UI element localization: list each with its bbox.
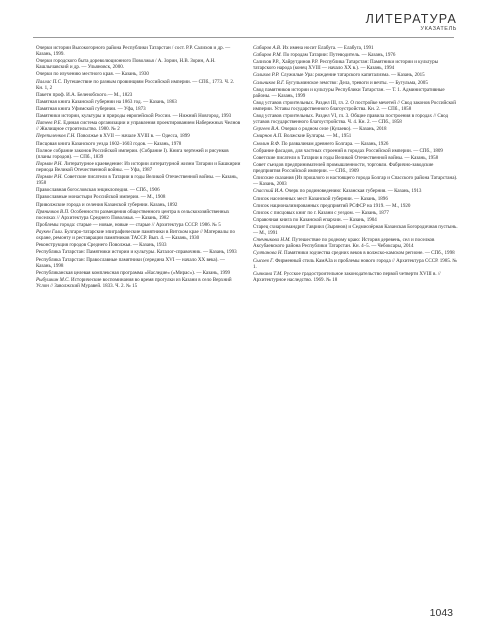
entry-author: Пряничков В.П.: [36, 208, 70, 215]
bibliography-entry: [253, 113, 458, 125]
entry-text: Литературное краеведение: Из истории литературной жизни Татарии и Башкирии периода Великой Отечественной войны. — Уфа, 1987: [36, 160, 241, 173]
bibliography-entry: [36, 106, 241, 112]
entry-text: Памятники зодчества средних веков в волжско-камском регионе. — СПб., 1998: [284, 250, 455, 257]
bibliography-entry: [36, 229, 241, 241]
entry-text: Советские писатели в Татарии в годы Великой Отечественной войны. — Казань, 1958: [253, 154, 439, 161]
entry-text: Реконструкция городов Среднего Поволжья. — Казань, 1933: [36, 242, 167, 249]
entry-text: Исторические воспоминания во время прогулки из Казани в село Верхний Услон // Заволжский Муравей. 1833. Ч. 2. № 15: [36, 276, 232, 289]
entry-text: Полное собрание законов Российской империи. (Собрание I). Книга чертежей и рисунков (планы городов). — СПб., 1839: [36, 147, 229, 160]
entry-text: По развалинам древнего Болгара. — Казань, 1926: [281, 140, 389, 147]
entry-text: Салихов Р.Р., Хайрутдинов Р.Р. Республика Татарстан: Памятники истории и культуры татарского народа (конец XVIII — начало XX в.). — Казань, 1994: [253, 59, 439, 72]
bibliography-entry: [253, 237, 458, 249]
bibliography-entry: [36, 92, 241, 98]
bibliography-entry: [253, 80, 458, 86]
entry-author: Сысоев Г.: [253, 257, 274, 264]
entry-text: Булгаро-татарские эпиграфические памятники в Витском крае // Материалы по охране, ремонту и реставрации памятников ТАССР. Вып. 4. — Казань, 1930: [36, 229, 235, 242]
bibliography-entry: [36, 161, 241, 173]
entry-text: Бугульминское земство: Дела, тревоги и вечты. — Бугульма, 2005: [285, 79, 428, 86]
entry-text: Список населенных мест Казанской губернии. — Казань, 1896: [253, 195, 388, 202]
entry-text: Список национализированных предприятий РСФСР на 1919. — М., 1920: [253, 202, 411, 209]
entry-text: Очерки по изучению местного края. — Казань, 1930: [36, 71, 149, 78]
entry-text: Путешествие по родному краю: История деревень, сел и поселков Аксубаевского района Республики Татарстан. Кн. 4–5. — Чебоксары, 2014: [253, 237, 435, 250]
entry-text: Их имена носит Елабуга. — Елабуга, 1991: [282, 45, 374, 51]
entry-text: Православная богословская энциклопедия. — СПб., 1906: [36, 187, 160, 194]
entry-text: Путешествие по разным провинциям Российской империи. — СПб., 1773. Ч. 2. Кн. 1, 2: [36, 78, 235, 91]
entry-author: Порман Р.Н.: [36, 160, 63, 167]
entry-author: Смолин В.Ф.: [253, 140, 281, 147]
entry-text: Памятники истории, культуры и природы европейской России. — Нижний Новгород, 1993: [36, 113, 232, 120]
entry-text: Приволжские города и селения Казанской губернии. Казань, 1892: [36, 201, 178, 208]
bibliography-entry: [36, 148, 241, 160]
bibliography-entry: [253, 250, 458, 256]
entry-author: Рыбушкин М.С.: [36, 276, 70, 283]
entry-text: Очерки истории Высокогорного района Республики Татарстан / сост. Р.Р. Салихов и др. — Казань, 1999.: [36, 45, 231, 58]
entry-text: Список с писцовых книг по г. Казани с уездом. — Казань, 1877: [253, 209, 389, 216]
entry-text: Свод уставов строительных. Раздел VI, гл. 3. Общие правила построения в городах // Свод уставов государственного благоустройства. Ч. 4. Кн. 2. — СПб., 1858: [253, 113, 449, 126]
entry-text: Свод памятников истории и культуры Республики Татарстан. — Т. 1. Административные районы. — Казань, 1999: [253, 86, 445, 99]
bibliography-entry: [253, 188, 458, 194]
bibliography-entry: [36, 194, 241, 200]
entry-author: Салихов Р.Р.: [253, 72, 280, 79]
entry-author: Султанова Н.: [253, 250, 283, 257]
bibliography-entry: [36, 99, 241, 105]
bibliography-entry: [253, 175, 458, 187]
bibliography-entry: [253, 196, 458, 202]
entry-text: Очерк по родиноведению: Казанская губерния. — Казань, 1913: [285, 188, 422, 195]
entry-author: Спасский И.А.: [253, 188, 284, 195]
bibliography-entry: [36, 187, 241, 193]
bibliography-entry: [36, 120, 241, 132]
entry-text: Особенности размещения общественного центра в сельскохозяйственных поселках // Архитектура Среднего Поволжья. — Казань, 1982: [36, 208, 230, 221]
entry-text: Списские сказания (Из прошлого и настоящего города Болгар и Спасского района Татарстана). — Казань, 2003: [253, 175, 458, 188]
bibliography-entry: [253, 217, 458, 223]
bibliography-entry: [253, 271, 458, 283]
entry-author: Порман Р.Н.: [36, 174, 63, 181]
entry-text: Советские писатели в Татарии в годы Великой Отечественной войны. — Казань, 1958: [36, 174, 238, 187]
bibliography-entry: [253, 52, 458, 58]
bibliography-entry: [36, 257, 241, 269]
entry-text: Волжские Булгары. — М., 1951: [283, 133, 352, 140]
entry-text: Писцовая книга Казанского уезда 1602–1603 годов. — Казань, 1978: [36, 140, 182, 147]
entry-text: Фирменный стиль КамАЗа и проблемы нового города // Архитектура СССР. 1985. № 1.: [253, 257, 458, 270]
entry-author: Паллас П.С.: [36, 78, 63, 85]
entry-text: Проблемы города: старые — новые, новые — старые // Архитектура СССР. 1986. № 5: [36, 221, 221, 228]
entry-author: Сергеев В.А.: [253, 126, 280, 133]
entry-author: Раукен Гали.: [36, 229, 64, 236]
bibliography-entry: [253, 210, 458, 216]
bibliography-entry: [253, 148, 458, 154]
entry-text: Республиканская целевая комплексная программа «Наследие» («Мирас»). — Казань, 1999: [36, 269, 231, 276]
entry-author: Стечникова Н.М.: [253, 237, 291, 244]
bibliography-entry: [253, 87, 458, 99]
entry-author: Сальников В.Г.: [253, 79, 285, 86]
bibliography-entry: [36, 249, 241, 255]
header-subtitle: УКАЗАТЕЛЬ: [420, 26, 457, 32]
bibliography-entry: [36, 141, 241, 147]
entry-text: Единая система организации и управления проектированием Набережных Челнов // Жилищное строительство. 1980. № 2: [36, 120, 241, 133]
entry-text: Старец схиархимандрит Гавриил (Зырянов) и Седмиозёрная Казанская Богородичная пустынь. — М., 1991: [253, 224, 458, 237]
entry-text: Очерки городского быта дореволюционного Поволжья / А. Зорин, Н.В. Зорин, А.Н. Кашлычавский и др. — Ульяновск, 2000.: [36, 58, 216, 71]
entry-text: Памятная книга Казанской губернии на 1863 год. — Казань, 1863: [36, 98, 177, 105]
bibliography-entry: [253, 126, 458, 132]
header-rule: [33, 37, 454, 38]
bibliography-entry: [36, 202, 241, 208]
bibliography-entry: [36, 79, 241, 91]
entry-author: Патеев Р.Е.: [36, 120, 62, 127]
bibliography-entry: [253, 45, 458, 51]
bibliography-right-column: [253, 45, 458, 284]
entry-author: Смирнов А.П.: [253, 133, 283, 140]
bibliography-entry: [36, 270, 241, 276]
entry-text: Республика Татарстан: Памятники истории и культуры. Каталог-справочник. — Казань, 1993: [36, 249, 237, 256]
entry-text: Поволжье в XVII — начале XVIII в. — Одесса, 1899: [76, 133, 190, 140]
entry-text: Памятная книга Уфимской губернии. — Уфа, 1873: [36, 105, 146, 112]
entry-text: По городам Татарии: Путеводитель. — Казань, 1976: [283, 52, 396, 59]
header-title: ЛИТЕРАТУРА: [365, 12, 457, 26]
entry-text: Совет съездов предпринимателей промышленности, торговли. Фабрично-заводские предприятия Российской империи. — СПб., 1909: [253, 162, 434, 175]
entry-text: Свод уставов строительных. Раздел III, гл. 2. О постройке мечетей // Свод законов Российской империи. Уставы государственного благоустройства. Кн. 2. — СПб., 1858: [253, 99, 456, 112]
bibliography-entry: [253, 72, 458, 78]
bibliography-entry: [253, 141, 458, 147]
bibliography-entry: [36, 58, 241, 70]
bibliography-entry: [36, 222, 241, 228]
running-header: [366, 12, 457, 33]
bibliography-entry: [253, 59, 458, 71]
entry-author: Сабиров Р.М.: [253, 52, 282, 59]
bibliography-entry: [253, 155, 458, 161]
bibliography-left-column: [36, 45, 241, 290]
bibliography-entry: [36, 174, 241, 186]
entry-author: Сычкина Т.М.: [253, 270, 283, 277]
entry-text: Собрание фасадов, для частных строений в городах Российской империи. — СПб., 1809: [253, 147, 443, 154]
bibliography-entry: [36, 242, 241, 248]
bibliography-entry: [36, 113, 241, 119]
entry-author: Сабиров А.В.: [253, 45, 282, 51]
bibliography-entry: [253, 133, 458, 139]
bibliography-entry: [36, 45, 241, 57]
bibliography-entry: [36, 277, 241, 289]
entry-text: Православные монастыри Российской империи. — М., 1908: [36, 194, 166, 201]
bibliography-entry: [36, 209, 241, 221]
page-number: 1043: [429, 607, 453, 619]
entry-author: Перепиленков Г.Н.: [36, 133, 76, 140]
entry-text: Пакетн проф. И.А. Беленобского.— М., 1823: [36, 91, 133, 98]
entry-text: Справочная книга по Казанской епархии. — Казань, 1904: [253, 216, 377, 223]
entry-text: Служилые Ура: рождение татарского капитализма. — Казань, 2015: [280, 72, 425, 79]
bibliography-entry: [253, 162, 458, 174]
entry-text: Очерки о родном селе (Кулаево). — Казань, 2018: [281, 126, 387, 133]
entry-text: Республика Татарстан: Православные памятники (середина XVI — начало XX века). — Казань, 1998: [36, 256, 225, 269]
entry-text: Русское градостроительное законодательство первой четверти XVIII в. // Архитектурное наследство. 1969. № 18: [253, 270, 441, 283]
bibliography-entry: [36, 71, 241, 77]
bibliography-entry: [253, 258, 458, 270]
bibliography-entry: [253, 224, 458, 236]
bibliography-entry: [36, 133, 241, 139]
bibliography-entry: [253, 203, 458, 209]
bibliography-entry: [253, 100, 458, 112]
